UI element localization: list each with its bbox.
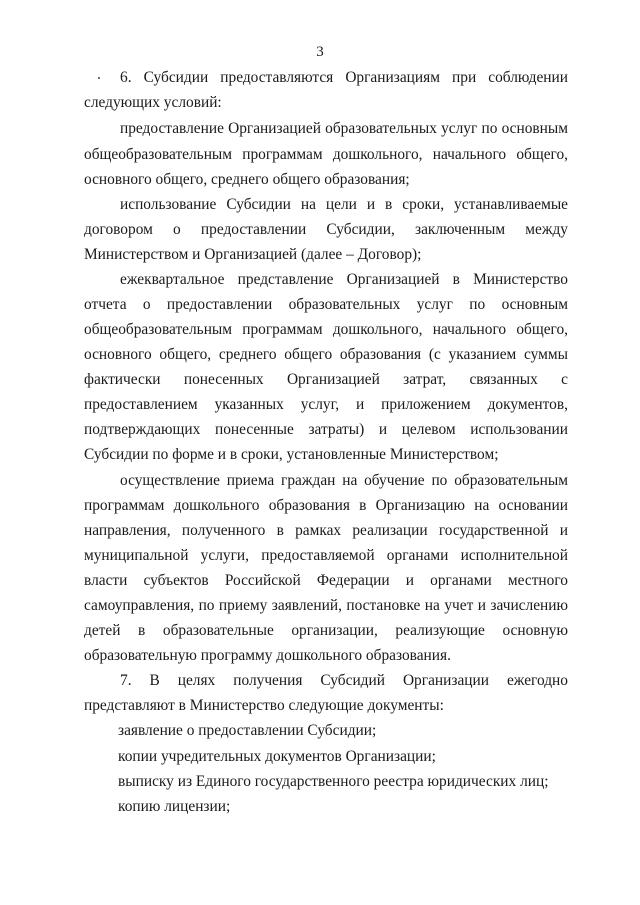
- text-line: представляют в Министерство следующие документы:: [84, 697, 444, 714]
- text-line: направления, полученного в рамках реализации государственной и: [84, 522, 568, 539]
- text-line: подтверждающих понесенные затраты) и целевом использовании: [84, 421, 568, 438]
- text-line: использование Субсидии на цели и в сроки, устанавливаемые: [120, 196, 568, 213]
- text-line: программам дошкольного образования в Организацию на основании: [84, 497, 568, 514]
- text-line: власти субъектов Российской Федерации и органами местного: [84, 572, 568, 589]
- text-line: 6. Субсидии предоставляются Организациям при соблюдении: [120, 69, 568, 86]
- text-line: осуществление приема граждан на обучение по образовательным: [120, 472, 568, 489]
- scan-speck: [98, 77, 100, 79]
- text-line: копию лицензии;: [118, 798, 231, 815]
- text-line: образовательную программу дошкольного образования.: [84, 647, 451, 664]
- page-number: 3: [316, 44, 324, 60]
- text-line: самоуправления, по приему заявлений, постановке на учет и зачислению: [84, 597, 568, 614]
- text-line: общеобразовательным программам дошкольного, начального общего,: [84, 321, 568, 338]
- text-line: предоставлением указанных услуг, и приложением документов,: [84, 396, 568, 413]
- text-line: ежеквартальное представление Организацией в Министерство: [120, 271, 568, 288]
- text-line: выписку из Единого государственного реестра юридических лиц;: [118, 773, 549, 790]
- text-line: отчета о предоставлении образовательных услуг по основным: [84, 296, 568, 313]
- text-line: следующих условий:: [84, 94, 222, 111]
- text-line: основного общего, среднего общего образования;: [84, 171, 410, 188]
- text-line: общеобразовательным программам дошкольного, начального общего,: [84, 146, 568, 163]
- text-line: договором о предоставлении Субсидии, заключенным между: [84, 221, 568, 238]
- text-line: муниципальной услуги, предоставляемой органами исполнительной: [84, 547, 568, 564]
- text-line: копии учредительных документов Организации;: [118, 748, 436, 765]
- text-line: предоставление Организацией образовательных услуг по основным: [120, 120, 568, 137]
- text-line: основного общего, среднего общего образования (с указанием суммы: [84, 346, 568, 363]
- text-line: фактически понесенных Организацией затрат, связанных с: [84, 371, 568, 388]
- text-line: детей в образовательные организации, реализующие основную: [84, 622, 568, 639]
- text-line: 7. В целях получения Субсидий Организации ежегодно: [120, 672, 568, 689]
- text-line: Министерством и Организацией (далее – Договор);: [84, 246, 422, 263]
- text-line: Субсидии по форме и в сроки, установленные Министерством;: [84, 446, 499, 463]
- text-line: заявление о предоставлении Субсидии;: [118, 722, 377, 739]
